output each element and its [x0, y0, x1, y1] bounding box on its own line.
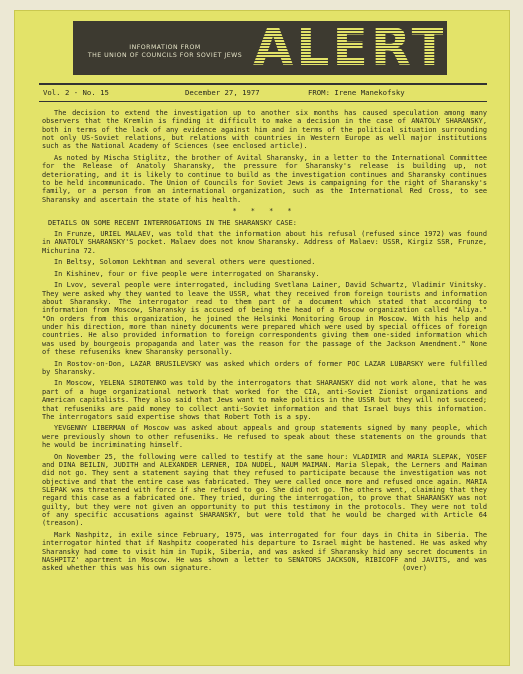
header-rule-bottom [39, 101, 487, 102]
detail-paragraph: In Moscow, YELENA SIROTENKO was told by the interrogators that SHARANSKY did not work alone, that he was part of a huge organizational network that worked for the CIA, anti-Soviet Zionist organizations and American capitalists. They also said that Jews want to make politics in the USSR but they will not succeed; that refuseniks are paid money to collect anti-Soviet information and that Israel buys this information. The interrogators said expertise shows that Robert Toth is a spy. [42, 379, 487, 421]
detail-paragraph: On November 25, the following were called to testify at the same hour: VLADIMIR and MARIA SLEPAK, YOSEF and DINA BEILIN, JUDITH and ALEXANDER LERNER, IDA NUDEL, NAUM MAIMAN. Maria Slepak, the Lerners and Maiman did not go. They sent a statement saying that they refused to participate because the investigation was not objective and that the entire case was fabricated. They were called once more and refused once again. MARIA SLEPAK was threatened with force if she refused to go. She did not go. The others went, claiming that they regard this case as a fabricated one. They tried, during the interrogation, to prove that SHARANSKY was not guilty, but they were not given an opportunity to put this testimony in the protocols. They were not told of any specific accusations against SHARANSKY, but were told that he would be charged with Article 64 (treason). [42, 452, 487, 528]
masthead-subtitle [77, 44, 253, 60]
article-body [42, 109, 487, 576]
alert-wordmark: ALERT [253, 18, 451, 78]
detail-paragraph: In Lvov, several people were interrogated, including Svetlana Lainer, David Schwartz, Vladimir Vinitsky. They were asked why they wanted to leave the USSR, what they received from foreign tourists and information about Sharansky. The interrogator read to them part of a document which stated that according to information from Moscow, Sharansky is accused of being the head of a Moscow organization called "Aliya." "On orders from this organization, he joined the Helsinki Monitoring Group in Moscow. With his help and under his direction, more than ninety documents were prepared which were used by special offices of foreign countries. He also provided information to foreign correspondents giving them one-sided information which was used by bourgeois propaganda and later was the reason for the passage of the Jackson Amendment." None of these refuseniks knew Sharansky personally. [42, 281, 487, 357]
intro-paragraph: As noted by Mischa Stiglitz, the brother of Avital Sharansky, in a letter to the International Committee for the Release of Anatoly Sharansky, the pressure for Sharansky's release is building up, not deteriorating, and it is likely to continue to build as the investigation continues and Sharansky continues to be held incommunicado. The Union of Councils for Soviet Jews is campaigning for the right of Sharansky's family, or a person from an international organization, such as the International Red Cross, to see Sharansky and ascertain the state of his health. [42, 153, 487, 204]
masthead-line-2: THE UNION OF COUNCILS FOR SOVIET JEWS [87, 52, 243, 59]
detail-paragraph [42, 531, 487, 573]
detail-paragraph: In Beltsy, Solomon Lekhtman and several others were questioned. [54, 258, 316, 267]
detail-paragraph: In Rostov-on-Don, LAZAR BRUSILEVSKY was asked which orders of former POC LAZAR LUBARSKY were fulfilled by Sharansky. [42, 359, 487, 376]
section-heading: DETAILS ON SOME RECENT INTERROGATIONS IN THE SHARANSKY CASE: [48, 218, 297, 227]
detail-text: Mark Nashpitz, in exile since February, 1975, was interrogated for four days in Chita in Siberia. The interrogator hinted that if Nashpitz cooperated his departure to Israel might be hastened. He was asked why Sharansky had come to visit him in Tupik, Siberia, and was asked if Sharansky hid any secret documents in NASHPITZ' apartment in Moscow. He was shown a letter to SENATORS JACKSON, RIBICOFF and JAVITS, and was asked whether this was his own signature. [42, 530, 487, 573]
over-marker: (over) [402, 564, 427, 573]
intro-paragraph: The decision to extend the investigation up to another six months has caused speculation among many observers that the Kremlin is finding it difficult to make a decision in the case of ANATOLY SHARANSKY, both in terms of the lack of any evidence against him and in terms of the political situation surrounding not only US-Soviet relations, but relations with countries in Western Europe as well major institutions such as the National Academy of Sciences (see enclosed article). [42, 109, 487, 151]
detail-paragraph: In Frunze, URIEL MALAEV, was told that the information about his refusal (refused since 1972) was found in ANATOLY SHARANSKY'S pocket. Malaev does not know Sharansky. Address of Malaev: USSR, Kirgiz SSR, Frunze, Michurina 72. [42, 230, 487, 255]
header-rule-top [39, 83, 487, 85]
issue-date: December 27, 1977 [185, 88, 260, 97]
detail-paragraph: In Kishinev, four or five people were interrogated on Sharansky. [54, 269, 320, 278]
masthead [73, 18, 451, 78]
volume-number: Vol. 2 - No. 15 [43, 88, 109, 97]
masthead-line-1: INFORMATION FROM [129, 44, 201, 51]
detail-paragraph: YEVGENNY LIBERMAN of Moscow was asked about appeals and group statements signed by many people, which were previously shown to other refuseniks. He refused to speak about these statements on the grounds that he would be incriminating himself. [42, 424, 487, 450]
newsletter-page [14, 10, 510, 666]
section-divider: * * * * [232, 207, 297, 216]
from-line: FROM: Irene Manekofsky [308, 88, 405, 97]
